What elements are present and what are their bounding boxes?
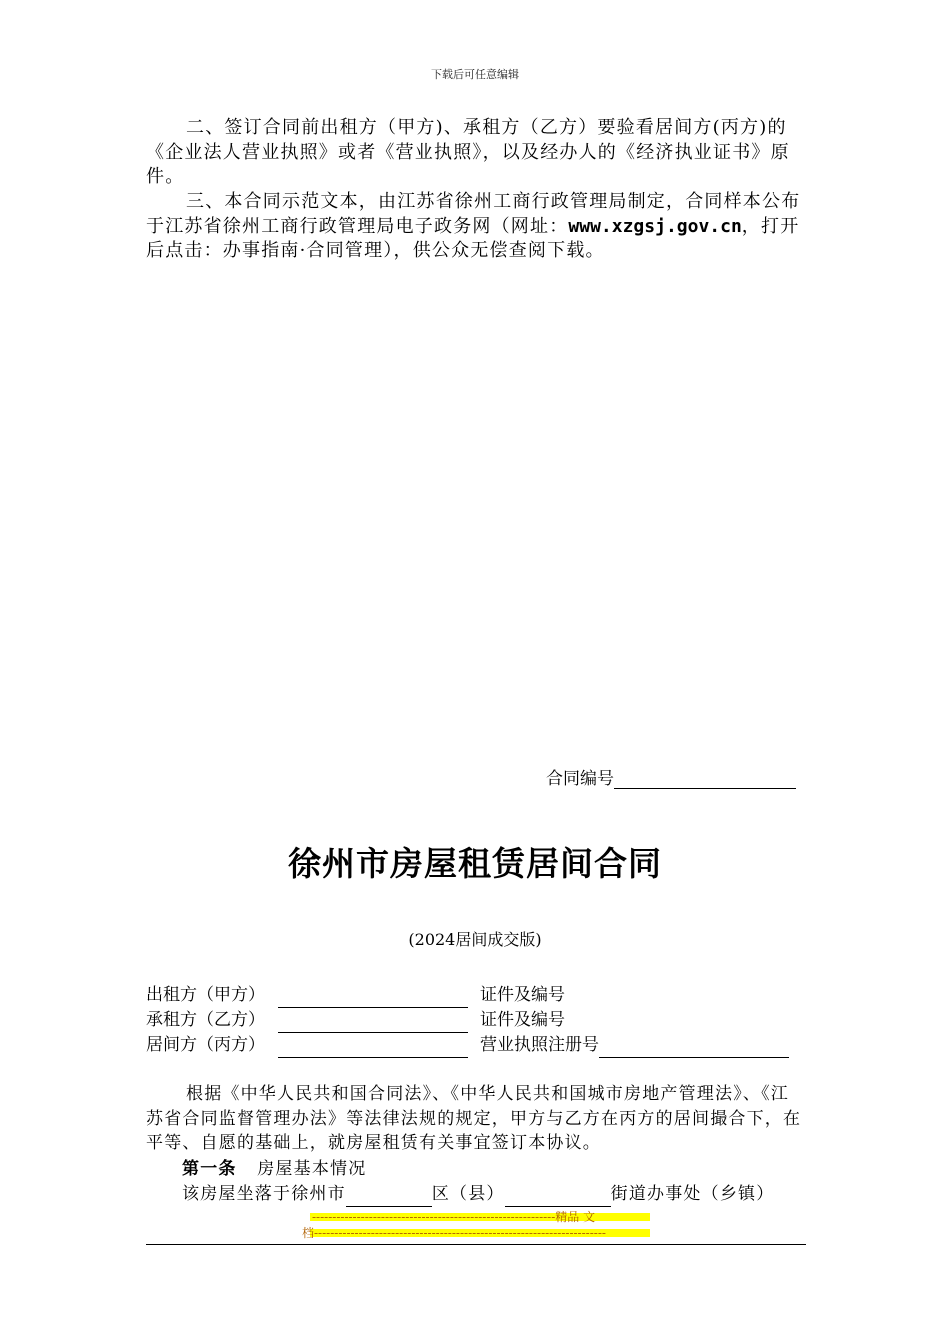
page-subtitle: (2024居间成交版) xyxy=(408,930,542,949)
page-title: 徐州市房屋租赁居间合同 xyxy=(288,844,662,883)
header-note: 下载后可任意编辑 xyxy=(431,68,519,81)
party-lessor xyxy=(146,983,565,1008)
party-broker xyxy=(146,1033,789,1058)
intro-item-3-tail: ，打开后点击：办事指南·合同管理），供公众无偿查阅下载。 xyxy=(146,215,800,261)
article-1-title: 房屋基本情况 xyxy=(257,1159,367,1179)
party-broker-name-field[interactable] xyxy=(278,1039,468,1058)
location-street-label: 街道办事处（乡镇） xyxy=(610,1184,775,1204)
intro-item-2: 二、签订合同前出租方（甲方)、承租方（乙方）要验看居间方(丙方)的《企业法人营业执照》或者《营业执照》，以及经办人的《经济执业证书》原件。 xyxy=(146,117,790,187)
intro-item-3-text: 三、本合同示范文本，由江苏省徐州工商行政管理局制定，合同样本公布于江苏省徐州工商行政管理局电子政务网（网址： xyxy=(146,191,801,237)
contract-number xyxy=(546,764,796,789)
location-prefix: 该房屋坐落于徐州市 xyxy=(182,1184,346,1204)
party-broker-label: 居间方（丙方） xyxy=(146,1035,265,1055)
footer-divider xyxy=(146,1244,806,1245)
website-url: www.xzgsj.gov.cn xyxy=(568,215,742,237)
party-lessee-label: 承租方（乙方） xyxy=(146,1010,265,1030)
party-lessee-id-label: 证件及编号 xyxy=(480,1010,565,1030)
party-broker-license-field[interactable] xyxy=(599,1039,789,1058)
intro-item-3 xyxy=(146,190,806,264)
party-lessor-label: 出租方（甲方） xyxy=(146,985,265,1005)
party-lessee xyxy=(146,1008,565,1033)
party-lessor-name-field[interactable] xyxy=(278,989,468,1008)
contract-number-field[interactable] xyxy=(614,770,796,789)
location-district-label: 区（县） xyxy=(431,1184,505,1204)
location-city-field[interactable] xyxy=(346,1188,432,1207)
location-district-field[interactable] xyxy=(505,1188,611,1207)
party-lessor-id-label: 证件及编号 xyxy=(480,985,565,1005)
article-1-number: 第一条 xyxy=(182,1159,237,1179)
footer-watermark-line-1: ------------------------------------------------------------精品 文 xyxy=(312,1210,596,1224)
party-lessee-name-field[interactable] xyxy=(278,1014,468,1033)
article-1-heading xyxy=(146,1157,806,1182)
preamble: 根据《中华人民共和国合同法》、《中华人民共和国城市房地产管理法》、《江苏省合同监督管理办法》等法律法规的规定，甲方与乙方在丙方的居间撮合下，在平等、自愿的基础上，就房屋租赁有关事宜签订本协议。 xyxy=(146,1084,802,1153)
footer-watermark-line-2: 档------------------------------------------------------------------------ xyxy=(302,1226,606,1240)
party-broker-id-label: 营业执照注册号 xyxy=(480,1035,599,1055)
article-1-location xyxy=(146,1182,806,1207)
contract-number-label: 合同编号 xyxy=(546,769,614,789)
